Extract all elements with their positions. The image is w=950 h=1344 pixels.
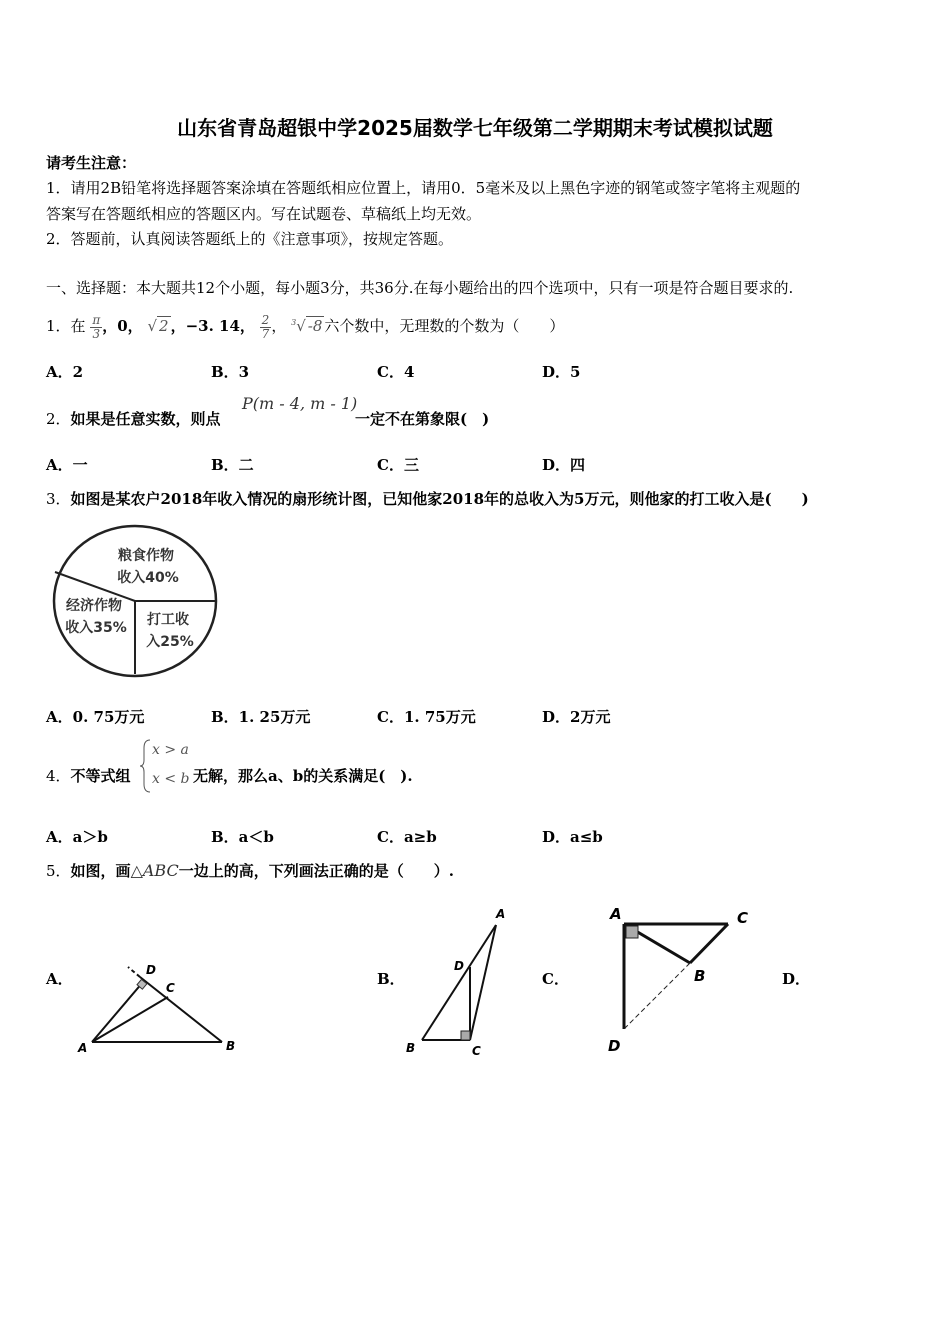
fig-a-side-ac bbox=[92, 997, 168, 1042]
fig-b-side-ba bbox=[422, 925, 496, 1040]
q1-cube-root-index: 3 bbox=[291, 318, 297, 327]
pie-label-grain-1: 粮食作物 bbox=[118, 548, 174, 564]
pie-label-work-1: 打工收 bbox=[147, 612, 189, 628]
q5-figure-b bbox=[400, 900, 520, 1060]
q5-number: 5． bbox=[46, 862, 71, 880]
q1-sqrt: √ 2 bbox=[147, 317, 169, 335]
q3-option-d: D．2万元 bbox=[542, 708, 611, 726]
pie-label-econ-1: 经济作物 bbox=[66, 598, 122, 614]
q1-fraction bbox=[260, 314, 272, 341]
q4-brace bbox=[140, 738, 152, 794]
q4-option-d: D．a≤b bbox=[542, 828, 603, 846]
q1-cube-root-radicand: -8 bbox=[307, 317, 323, 335]
q5-option-b: B． bbox=[377, 970, 405, 988]
q2-option-c: C．三 bbox=[377, 456, 419, 474]
q1-text-2: ，0， bbox=[102, 317, 143, 335]
q4-option-c: C．a≥b bbox=[377, 828, 437, 846]
q1-text-5: 六个数中，无理数的个数为（ ） bbox=[324, 317, 565, 335]
fig-b-label-c: C bbox=[472, 1044, 481, 1058]
q5-figure-a bbox=[70, 955, 250, 1055]
fig-c-label-a: A bbox=[610, 905, 622, 923]
fig-c-label-b: B bbox=[694, 967, 706, 985]
fig-a-label-b: B bbox=[226, 1039, 236, 1053]
q1-option-c: C．4 bbox=[377, 363, 415, 381]
question-4 bbox=[46, 765, 131, 786]
question-3 bbox=[46, 488, 809, 509]
q1-pi-numerator: π bbox=[92, 312, 101, 327]
fig-a-height bbox=[92, 982, 143, 1042]
notice-line-1a: 1．请用2B铅笔将选择题答案涂填在答题纸相应位置上，请用0．5毫米及以上黑色字迹的钢笔或签字笔将主观题的 bbox=[46, 179, 801, 197]
q3-option-b: B．1. 25万元 bbox=[211, 708, 311, 726]
q5-triangle: △ABC bbox=[130, 861, 179, 880]
fig-a-label-a: A bbox=[78, 1041, 88, 1055]
q1-cube-root: $^3$√ -8 bbox=[291, 317, 323, 335]
q1-option-d: D．5 bbox=[542, 363, 581, 381]
brace-path bbox=[140, 740, 150, 792]
fig-a-extension bbox=[128, 967, 140, 977]
q5-option-d: D． bbox=[782, 970, 811, 988]
q1-text-3: ，−3. 14， bbox=[170, 317, 255, 335]
q2-number: 2． bbox=[46, 410, 71, 428]
q4-text-1: 不等式组 bbox=[70, 767, 131, 785]
fig-a-label-c: C bbox=[166, 981, 175, 995]
fig-c-right-angle bbox=[626, 926, 638, 938]
q1-pi-denominator: 3 bbox=[92, 326, 101, 341]
fig-c-extension bbox=[624, 963, 690, 1029]
q1-sqrt-radicand: 2 bbox=[159, 317, 169, 335]
q3-pie-chart bbox=[50, 522, 222, 682]
fig-b-right-angle bbox=[461, 1031, 470, 1040]
notice-line-2: 2．答题前，认真阅读答题纸上的《注意事项》，按规定答题。 bbox=[46, 230, 454, 248]
q3-option-a: A．0. 75万元 bbox=[46, 708, 145, 726]
q5-figure-c bbox=[600, 900, 760, 1060]
q1-number: 1． bbox=[46, 317, 71, 335]
fig-c-label-d: D bbox=[608, 1037, 621, 1055]
q1-option-a: A．2 bbox=[46, 363, 84, 381]
q4-text-2: 无解，那么a、b的关系满足( ). bbox=[193, 767, 413, 785]
fig-b-label-b: B bbox=[406, 1041, 416, 1055]
fig-c-label-c: C bbox=[737, 909, 749, 927]
q1-text-4: ， bbox=[271, 317, 287, 335]
notice-line-1b: 答案写在答题纸相应的答题区内。写在试题卷、草稿纸上均无效。 bbox=[46, 205, 482, 223]
fig-a-label-d: D bbox=[146, 963, 156, 977]
question-2 bbox=[46, 408, 221, 429]
q5-text-1: 如图，画 bbox=[70, 862, 131, 880]
q4-inequality-2: x < b bbox=[152, 771, 190, 787]
q1-fraction-numerator: 2 bbox=[261, 312, 270, 327]
q2-text-1: 如果是任意实数，则点 bbox=[70, 410, 221, 428]
fig-a-side-bc bbox=[140, 977, 222, 1042]
q4-inequality-1: x > a bbox=[152, 742, 189, 758]
q2-text-2: 一定不在第象限( ) bbox=[355, 410, 490, 428]
q5-option-c: C． bbox=[542, 970, 569, 988]
q3-option-c: C．1. 75万元 bbox=[377, 708, 476, 726]
q5-text-2: 一边上的高，下列画法正确的是（ ）. bbox=[178, 862, 454, 880]
pie-label-econ-2: 收入35% bbox=[65, 620, 127, 636]
pie-label-grain-2: 收入40% bbox=[117, 570, 179, 586]
q5-option-a: A． bbox=[46, 970, 73, 988]
q1-text-1: 在 bbox=[70, 317, 86, 335]
q2-option-d: D．四 bbox=[542, 456, 586, 474]
q1-option-b: B．3 bbox=[211, 363, 250, 381]
q2-option-a: A．一 bbox=[46, 456, 88, 474]
q2-option-b: B．二 bbox=[211, 456, 254, 474]
q4-number: 4． bbox=[46, 767, 71, 785]
fig-c-side-bc bbox=[690, 924, 728, 963]
section-heading: 一、选择题：本大题共12个小题，每小题3分，共36分.在每小题给出的四个选项中，只有一项是符合题目要求的. bbox=[46, 279, 794, 297]
q2-point: P(m - 4, m - 1) bbox=[242, 394, 358, 413]
notice-heading: 请考生注意： bbox=[46, 154, 137, 172]
q3-text: 如图是某农户2018年收入情况的扇形统计图，已知他家2018年的总收入为5万元，则他家的打工收入是( ) bbox=[70, 490, 809, 508]
q4-option-b: B．a＜b bbox=[211, 828, 274, 846]
q3-number: 3． bbox=[46, 490, 71, 508]
fig-b-label-d: D bbox=[454, 959, 464, 973]
pie-label-work-2: 入25% bbox=[146, 634, 194, 650]
question-1 bbox=[46, 305, 564, 344]
fig-b-label-a: A bbox=[496, 907, 506, 921]
q1-fraction-denominator: 7 bbox=[261, 326, 270, 341]
question-5 bbox=[46, 860, 454, 881]
q1-pi-fraction bbox=[90, 314, 102, 341]
q4-option-a: A．a＞b bbox=[46, 828, 108, 846]
fig-b-side-ca bbox=[470, 925, 496, 1040]
page-title: 山东省青岛超银中学2025届数学七年级第二学期期末考试模拟试题 bbox=[177, 116, 773, 140]
